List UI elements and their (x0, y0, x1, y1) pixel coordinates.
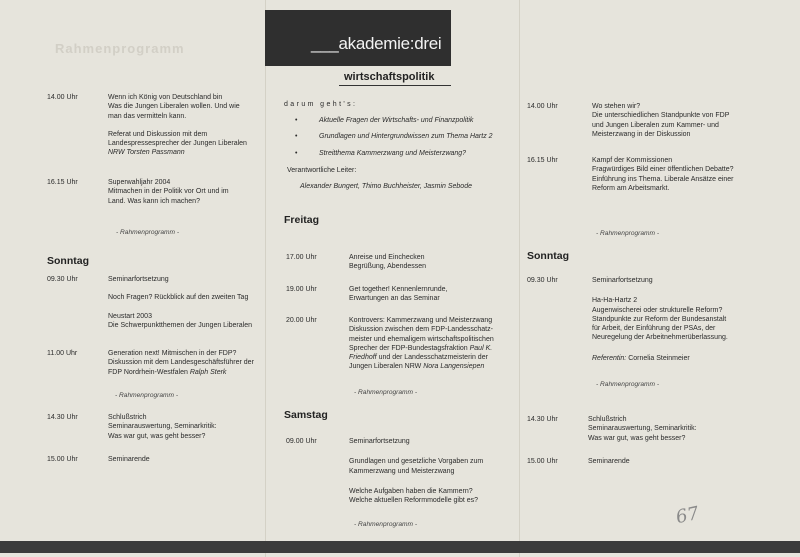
time-label: 09.00 Uhr (286, 438, 317, 445)
line: Superwahljahr 2004 (108, 179, 171, 186)
entry-body (588, 457, 758, 475)
line: und der Landesschatzmeisterin der (378, 354, 488, 362)
entry-title: Seminarfortsetzung (349, 438, 410, 445)
line: für Arbeit, der Einführung der PSAs, der (592, 325, 716, 333)
line: Die unterschiedlichen Standpunkte von FDP (592, 112, 730, 120)
rahmenprogramm-label: - Rahmenprogramm - (596, 381, 660, 388)
time-label: 11.00 Uhr (47, 350, 78, 357)
line: Seminarende (108, 456, 150, 463)
faint-bleed-through-text: Rahmenprogramm (55, 41, 185, 56)
line: Schlußstrich (108, 414, 147, 421)
line: Welche Aufgaben haben die Kammern? (349, 487, 473, 495)
line: Augenwischerei oder strukturelle Reform? (592, 306, 723, 314)
line: Get together! Kennenlernrunde, (349, 286, 448, 293)
line: Kontrovers: Kammerzwang und Meisterzwang (349, 317, 493, 324)
topic-bullet (295, 149, 514, 158)
line: FDP Nordrhein-Westfalen (108, 368, 188, 376)
speaker-name: Nora Langensiepen (423, 363, 485, 371)
fold-line-right (519, 0, 520, 557)
bullet-dot: • (295, 149, 298, 157)
line: Jungen Liberalen NRW (349, 363, 422, 371)
line: man das vermitteln kann. (108, 112, 187, 120)
line: Was war gut, was geht besser? (588, 434, 686, 442)
line: Seminarauswertung, Seminarkritik: (588, 425, 697, 433)
rahmenprogramm-label: - Rahmenprogramm - (354, 389, 418, 396)
header-underline (339, 85, 451, 86)
line: Generation next! Mitmischen in der FDP? (108, 350, 237, 357)
topic-bullet (295, 132, 514, 141)
line: und Jungen Liberalen zum Kammer- und (592, 121, 719, 129)
header-subtitle: wirtschaftspolitik (344, 71, 435, 83)
entry-body (349, 316, 517, 381)
speaker-name: Ralph Sterk (189, 368, 227, 376)
time-label: 09.30 Uhr (527, 277, 558, 284)
entry-body (108, 93, 268, 167)
line: Referat und Diskussion mit dem (108, 130, 208, 138)
leiter-names: Alexander Bungert, Thimo Buchheister, Jasmin Sebode (300, 183, 472, 190)
entry-title: Seminarfortsetzung (108, 276, 169, 283)
line: Was die Jungen Liberalen wollen. Und wie (108, 103, 240, 111)
day-heading-sonntag: Sonntag (527, 250, 569, 262)
line: Erwartungen an das Seminar (349, 295, 440, 303)
entry-body (108, 275, 278, 339)
line: Anreise und Einchecken (349, 254, 425, 261)
line: Kampf der Kommissionen (592, 157, 673, 164)
rahmenprogramm-label: - Rahmenprogramm - (354, 521, 418, 528)
day-heading-sonntag: Sonntag (47, 255, 89, 267)
day-heading-samstag: Samstag (284, 409, 328, 421)
time-label: 19.00 Uhr (286, 286, 317, 293)
line: Fragwürdiges Bild einer öffentlichen Debatte? (592, 166, 734, 174)
referent-label: Referentin: (592, 354, 627, 362)
entry-body (108, 349, 278, 386)
line: Noch Fragen? Rückblick auf den zweiten Tag (108, 294, 249, 302)
time-label: 15.00 Uhr (527, 458, 558, 465)
line: Schlußstrich (588, 416, 627, 423)
entry-body (108, 413, 278, 450)
line: Ha-Ha-Hartz 2 (592, 297, 638, 305)
bottom-edge-bar (0, 541, 800, 553)
bullet-text: Aktuelle Fragen der Wirtschafts- und Finanzpolitik (319, 117, 474, 124)
time-label: 16.15 Uhr (47, 179, 78, 186)
line: Kammerzwang und Meisterzwang (349, 467, 455, 475)
time-label: 14.00 Uhr (527, 103, 558, 110)
line: Einführung ins Thema. Liberale Ansätze einer (592, 175, 734, 183)
time-label: 17.00 Uhr (286, 254, 317, 261)
bullet-text: Streitthema Kammerzwang und Meisterzwang? (319, 149, 467, 157)
line: Mitmachen in der Politik vor Ort und im (108, 188, 229, 196)
line: Grundlagen und gesetzliche Vorgaben zum (349, 458, 484, 466)
line: Seminarende (588, 458, 630, 465)
logo-text: ___akademie:drei (311, 34, 442, 53)
entry-body (592, 156, 767, 202)
rahmenprogramm-label: - Rahmenprogramm - (596, 230, 660, 237)
time-label: 16.15 Uhr (527, 157, 558, 164)
line: Die Schwerpunktthemen der Jungen Liberalen (108, 321, 252, 329)
rahmenprogramm-label: - Rahmenprogramm - (115, 392, 179, 399)
entry-body (588, 415, 758, 452)
leiter-label: Verantwortliche Leiter: (287, 167, 357, 174)
speaker-name: NRW Torsten Passmann (108, 149, 185, 157)
line: Land. Was kann ich machen? (108, 197, 200, 205)
speaker-name: Friedhoff (349, 354, 377, 362)
time-label: 09.30 Uhr (47, 276, 78, 283)
line: Wo stehen wir? (592, 103, 641, 110)
line: Was war gut, was geht besser? (108, 432, 206, 440)
line: Seminarauswertung, Seminarkritik: (108, 423, 217, 431)
entry-body (592, 276, 772, 372)
time-label: 20.00 Uhr (286, 317, 317, 324)
line: Wenn ich König von Deutschland bin (108, 94, 223, 101)
line: meister und ehemaligem wirtschaftspolitischen (349, 335, 494, 343)
topic-bullet (295, 116, 514, 125)
speaker-name: Paul K. (469, 344, 493, 352)
line: Standpunkte zur Reform der Bundesanstalt (592, 315, 727, 323)
line: Reform am Arbeitsmarkt. (592, 184, 670, 192)
entry-body (108, 178, 268, 215)
line: Sprecher der FDP-Bundestagsfraktion (349, 344, 468, 352)
line: Diskussion mit dem Landesgeschäftsführer der (108, 359, 254, 367)
handwritten-page-number: 67 (674, 502, 701, 529)
time-label: 15.00 Uhr (47, 456, 78, 463)
speaker-name: Cornelia Steinmeier (628, 354, 690, 362)
line: Neuregelung der Arbeitnehmerüberlassung. (592, 334, 728, 342)
header-logo-block (265, 10, 451, 66)
time-label: 14.00 Uhr (47, 94, 78, 101)
time-label: 14.30 Uhr (47, 414, 78, 421)
entry-title: Seminarfortsetzung (592, 277, 653, 284)
line: Begrüßung, Abendessen (349, 263, 427, 271)
line: Meisterzwang in der Diskussion (592, 130, 691, 138)
entry-body (349, 253, 509, 281)
line: Landespressesprecher der Jungen Liberalen (108, 140, 247, 148)
bullet-dot: • (295, 133, 298, 141)
line: Neustart 2003 (108, 312, 152, 320)
entry-body (592, 102, 762, 148)
entry-body (108, 455, 278, 473)
rahmenprogramm-label: - Rahmenprogramm - (116, 229, 180, 236)
entry-body (349, 437, 517, 514)
time-label: 14.30 Uhr (527, 416, 558, 423)
line: Diskussion zwischen dem FDP-Landesschatz- (349, 326, 493, 334)
bullet-dot: • (295, 117, 298, 124)
day-heading-freitag: Freitag (284, 214, 320, 226)
line: Welche aktuellen Reformmodelle gibt es? (349, 497, 479, 505)
intro-label: darum geht's: (284, 101, 358, 108)
topic-bullet-list (295, 116, 514, 158)
entry-body (349, 285, 509, 313)
bullet-text: Grundlagen und Hintergrundwissen zum Thema Hartz 2 (319, 133, 493, 141)
